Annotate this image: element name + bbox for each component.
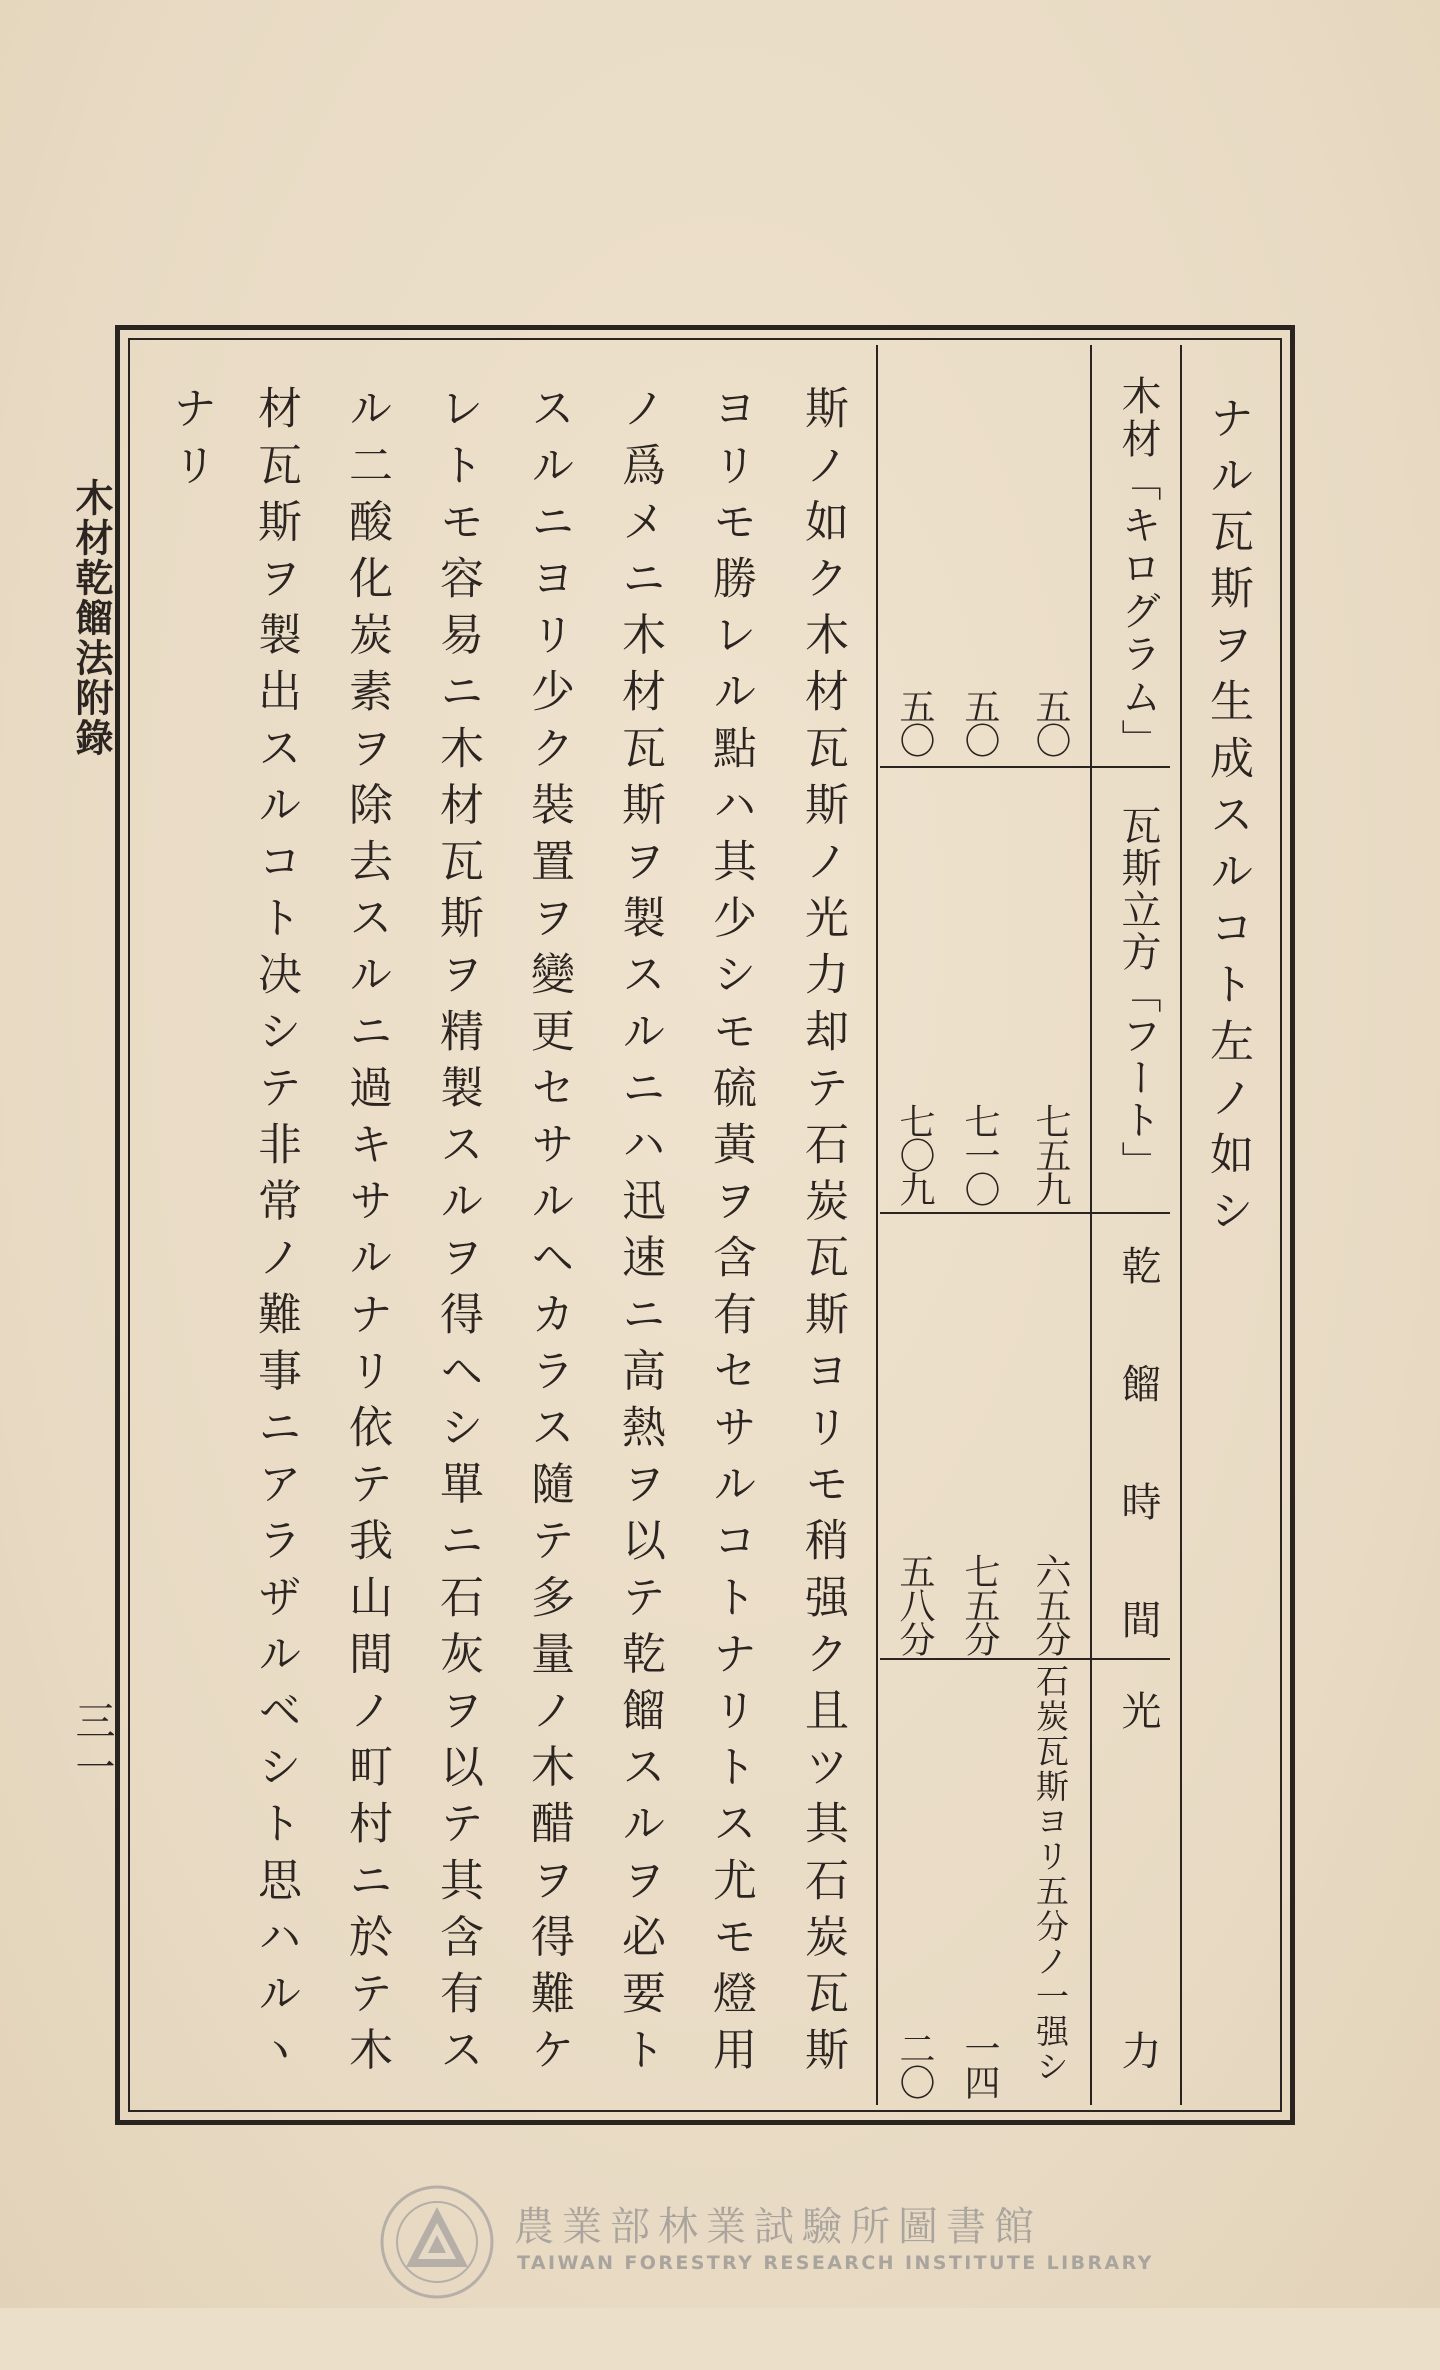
row3-gas: 七〇九 <box>894 1103 935 1205</box>
intro-line: ナル瓦斯ヲ生成スルコト左ノ如シ <box>1202 395 1253 1244</box>
row2-light: 一四 <box>959 2030 1000 2098</box>
row2-time: 七五分 <box>959 1553 1000 1655</box>
library-seal-icon <box>378 2183 496 2301</box>
body-line-6: ル二酸化炭素ヲ除去スルニ過キサルナリ依テ我山間ノ町村ニ於テ木 <box>341 385 392 2083</box>
header-time: 乾餾時間 <box>1115 1245 1161 1717</box>
table-note: 石炭瓦斯ヨリ五分ノ一强シ <box>1031 1664 1070 2084</box>
row1-time: 六五分 <box>1030 1553 1071 1655</box>
row1-wood: 五〇 <box>1030 688 1071 756</box>
header-light: 光力 <box>1115 1690 1161 2370</box>
row2-wood: 五〇 <box>959 688 1000 756</box>
page-number: 三一 <box>69 1700 115 1792</box>
row1-gas: 七五九 <box>1030 1103 1071 1205</box>
body-line-8: ナリ <box>165 385 216 499</box>
body-line-2: ヨリモ勝レル點ハ其少シモ硫黃ヲ含有セサルコトナリトス尤モ燈用 <box>705 385 756 2083</box>
running-head: 木材乾餾法附錄 <box>69 478 114 758</box>
row3-wood: 五〇 <box>894 688 935 756</box>
table-rule-h2 <box>880 1212 1170 1214</box>
header-wood: 木材「キログラム」 <box>1115 375 1161 762</box>
row3-time: 五八分 <box>894 1553 935 1655</box>
body-line-7: 材瓦斯ヲ製出スルコト决シテ非常ノ難事ニアラザルベシト思ハルヽ <box>250 385 301 2083</box>
table-rule-header <box>1090 345 1092 2105</box>
body-line-4: スルニヨリ少ク裝置ヲ變更セサルヘカラス隨テ多量ノ木醋ヲ得難ケ <box>523 385 574 2083</box>
body-line-1: 斯ノ如ク木材瓦斯ノ光力却テ石炭瓦斯ヨリモ稍强ク且ツ其石炭瓦斯 <box>797 385 848 2083</box>
table-rule-h1 <box>880 766 1170 768</box>
table-rule-left <box>876 345 878 2105</box>
library-name-english: TAIWAN FORESTRY RESEARCH INSTITUTE LIBRARY <box>517 2252 1154 2274</box>
row2-gas: 七一〇 <box>959 1103 1000 1205</box>
table-rule-right <box>1180 345 1182 2105</box>
header-gas: 瓦斯立方「フート」 <box>1115 805 1161 1183</box>
body-line-3: ノ爲メニ木材瓦斯ヲ製スルニハ迅速ニ高熱ヲ以テ乾餾スルヲ必要ト <box>614 385 665 2083</box>
row3-light: 二〇 <box>894 2030 935 2098</box>
body-line-5: レトモ容易ニ木材瓦斯ヲ精製スルヲ得ヘシ單ニ石灰ヲ以テ其含有ス <box>432 385 483 2083</box>
library-name-chinese: 農業部林業試驗所圖書館 <box>514 2204 1042 2250</box>
